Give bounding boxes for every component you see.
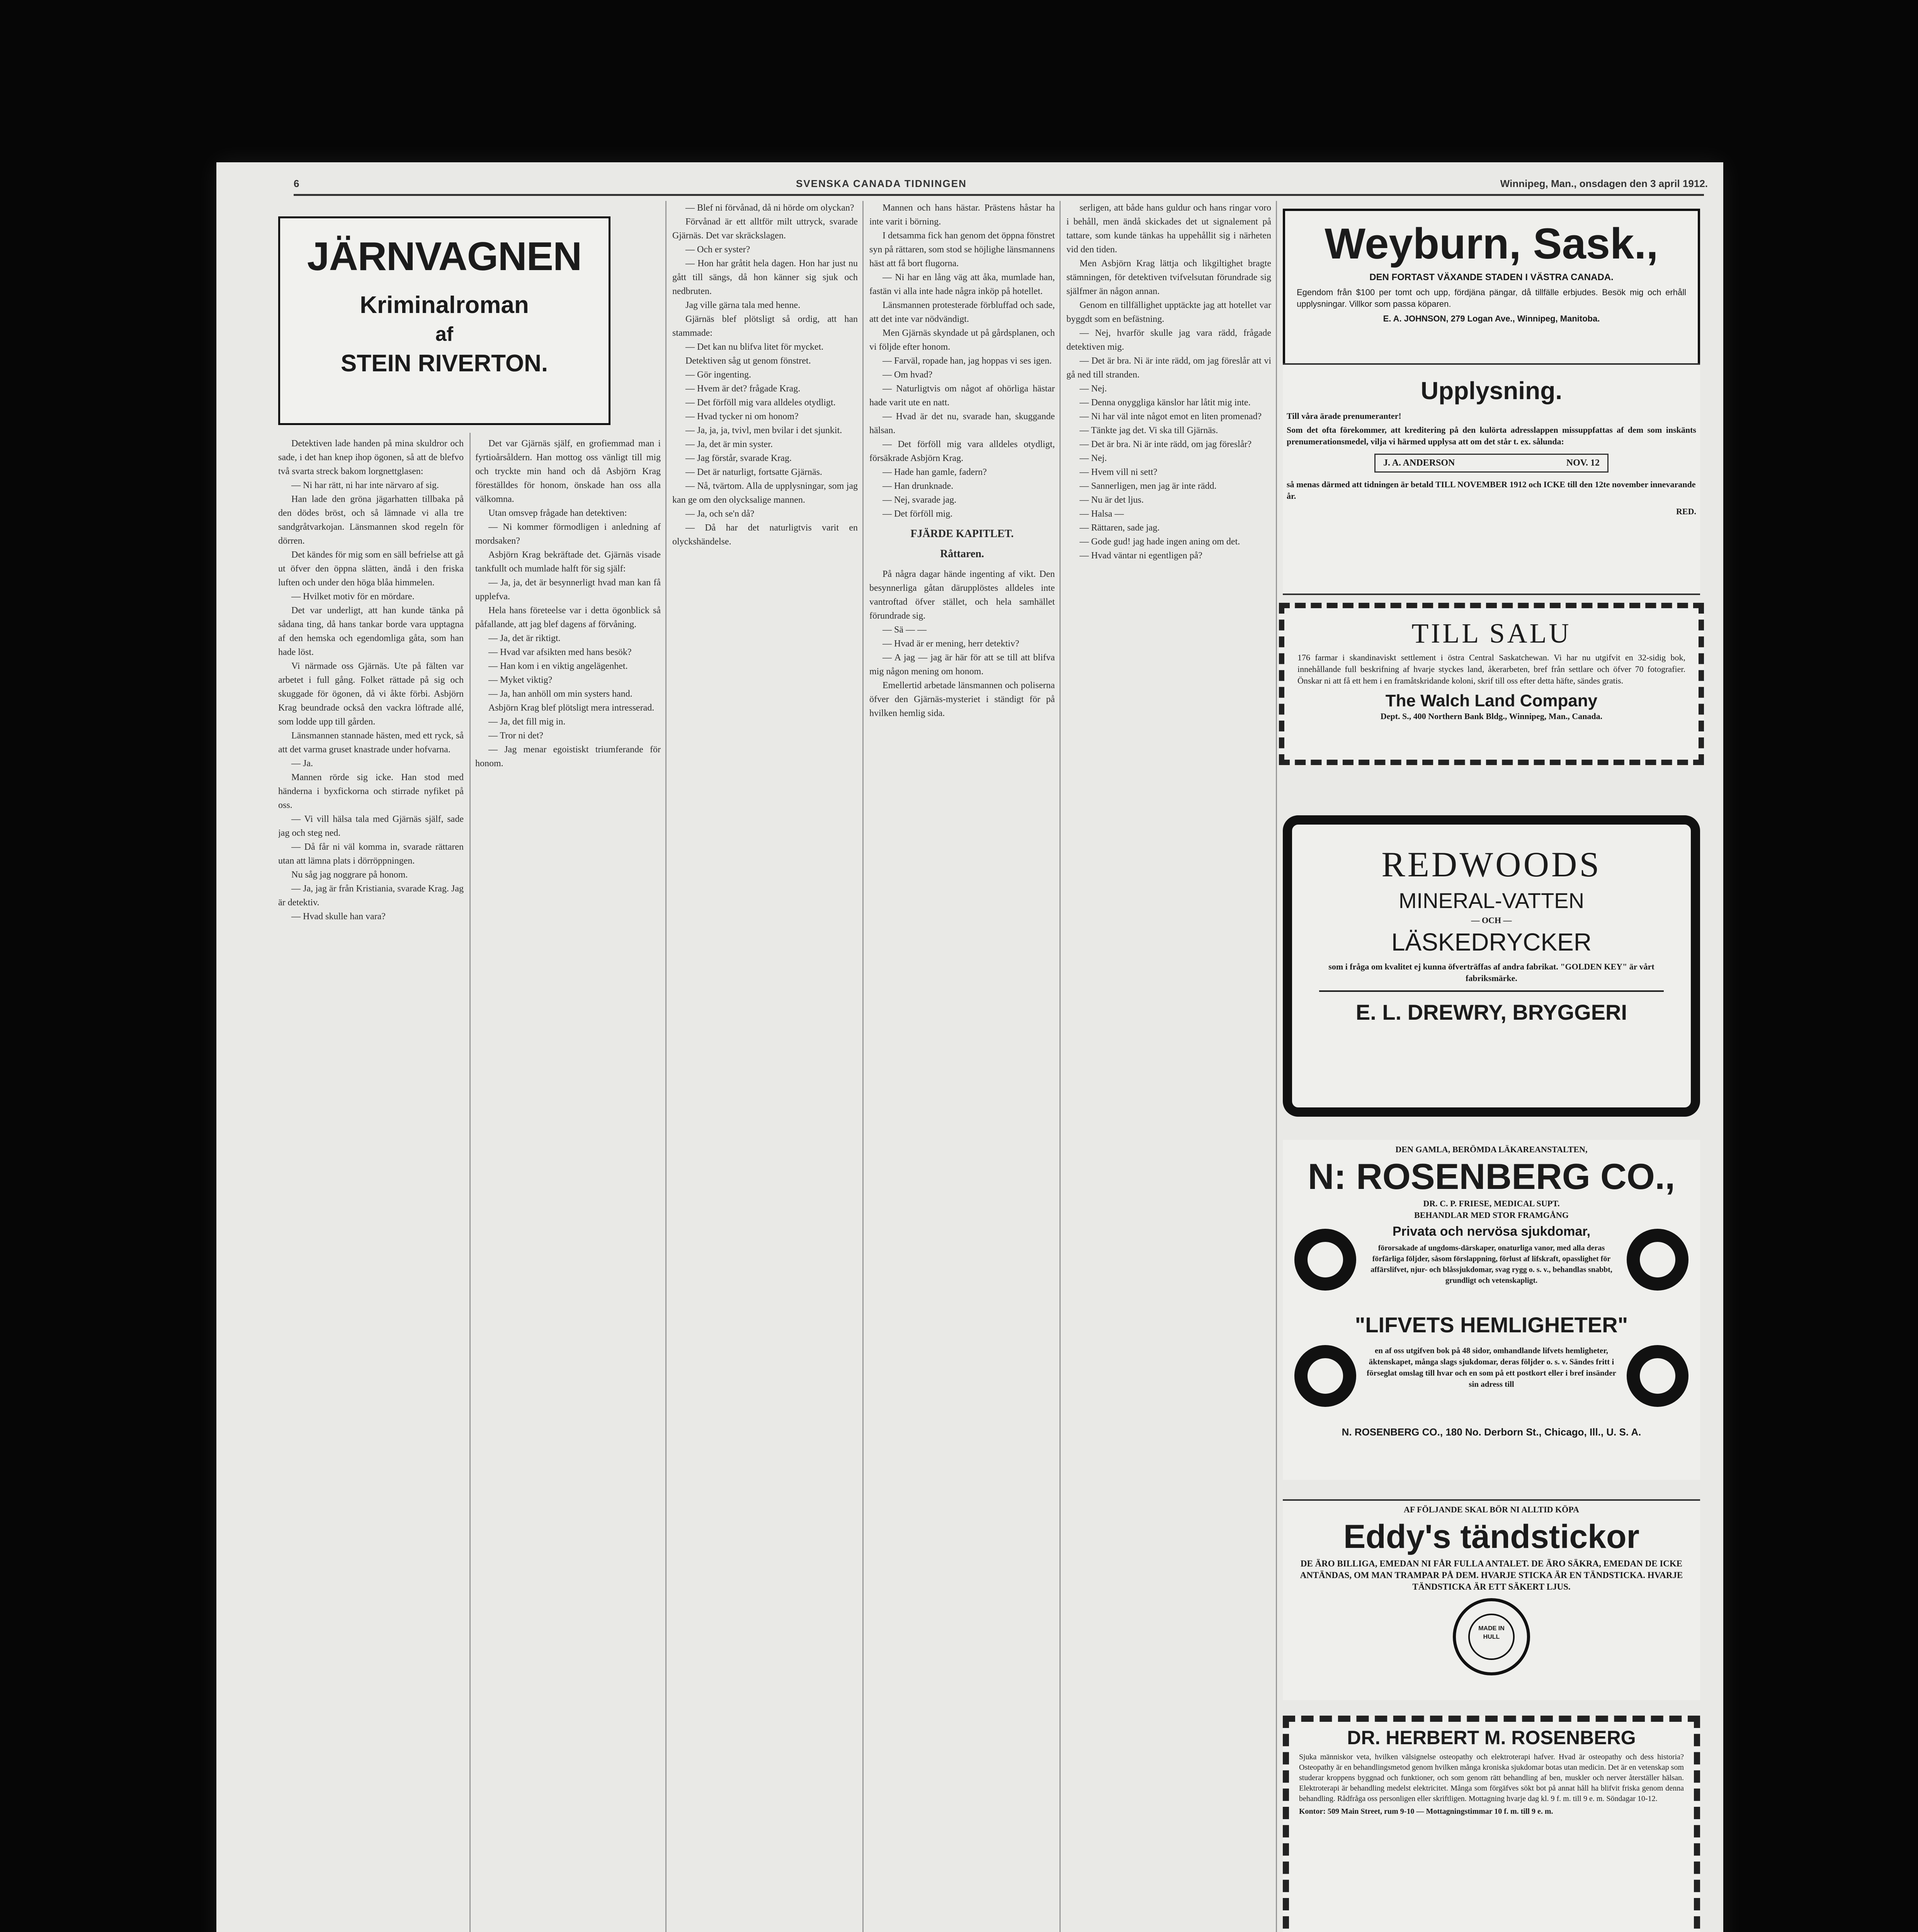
story-paragraph: — Han drunknade. (882, 481, 954, 491)
herbert-title: DR. HERBERT M. ROSENBERG (1347, 1727, 1636, 1748)
story-paragraph: — Ja, det är riktigt. (488, 633, 561, 643)
ring-graphic (1294, 1345, 1356, 1407)
story-paragraph: Men Asbjörn Krag lättja och likgiltighet bragte stämningen, för detektiven tvifvelsutan förundrade sig själfmer än någon annan. (1066, 259, 1271, 296)
story-paragraph: — Hvad var afsikten med hans besök? (488, 647, 632, 657)
story-paragraph: Det var underligt, att han kunde tänka på sådana ting, då hans tankar borde vara upptagna af den hemska och egendomliga gåta, som han hade löst. (278, 605, 464, 657)
sample-name: J. A. ANDERSON (1383, 458, 1455, 468)
rosenberg-topline: DEN GAMLA, BERÖMDA LÄKAREANSTALTEN, (1395, 1145, 1588, 1154)
header-rule (294, 194, 1704, 196)
ring-graphic (1627, 1345, 1688, 1407)
story-paragraph: — Hvilket motiv för en mördare. (291, 592, 415, 602)
upplysning-body: Som det ofta förekommer, att kreditering på den kulörta adresslappen missuppfattas af dem som inskänts prenumerationsmedel, vilja vi härmed upplysa att om det står t. ex. sålunda: (1287, 425, 1696, 446)
notice-upplysning (1283, 363, 1700, 595)
ring-graphic (1294, 1229, 1356, 1291)
story-paragraph: — Det kan nu blifva litet för mycket. (685, 342, 824, 352)
story-paragraph: Asbjörn Krag bekräftade det. Gjärnäs visade tankfullt och mumlade halft för sig själf: (475, 550, 661, 574)
story-paragraph: — Hon har gråtit hela dagen. Hon har just nu gått till sängs, då hon känner sig sjuk och nedbruten. (672, 259, 858, 296)
story-paragraph: — Hvad är er mening, herr detektiv? (882, 639, 1019, 649)
story-column-1 (278, 437, 464, 1932)
redwoods-title: REDWOODS (1381, 845, 1602, 884)
story-paragraph: — Det förföll mig. (882, 509, 953, 519)
story-paragraph: — Ja, ja, det är besynnerligt hvad man kan få upplefva. (475, 578, 661, 602)
story-paragraph: — Rättaren, sade jag. (1080, 523, 1160, 533)
story-paragraph: — Ja, jag är från Kristiania, svarade Krag. Jag är detektiv. (278, 884, 464, 908)
story-paragraph: — Ni har väl inte något emot en liten promenad? (1080, 412, 1262, 422)
ring-graphic (1627, 1229, 1688, 1291)
story-paragraph: — Då har det naturligtvis varit en olyckshändelse. (672, 523, 858, 547)
column-divider (1276, 201, 1277, 1932)
story-paragraph: — Hvem är det? frågade Krag. (685, 384, 801, 394)
ad-redwoods (1283, 815, 1700, 1117)
story-paragraph: — A jag — jag är här för att se till att blifva mig någon mening om honom. (869, 653, 1055, 677)
story-paragraph: — Halsa — (1080, 509, 1124, 519)
ad-eddys-matches (1283, 1499, 1700, 1700)
story-paragraph: — Ni kommer förmodligen i anledning af mordsaken? (475, 522, 661, 546)
story-paragraph: Utan omsvep frågade han detektiven: (488, 508, 627, 518)
story-paragraph: Asbjörn Krag blef plötsligt mera intresserad. (488, 703, 655, 713)
weyburn-tagline: DEN FORTAST VÄXANDE STADEN I VÄSTRA CANADA. (1369, 272, 1614, 282)
story-paragraph: — Sannerligen, men jag är inte rädd. (1080, 481, 1217, 491)
story-paragraph: — Tror ni det? (488, 731, 544, 741)
story-paragraph: Han lade den gröna jägarhatten tillbaka på den dödes bröst, och så lämnade vi alla tre sandgråtvarkojan. Länsmannen skod regeln för dörren. (278, 494, 464, 546)
story-paragraph: Gjärnäs blef plötsligt så ordig, att han stammade: (672, 314, 858, 338)
story-paragraph: — Hvad är det nu, svarade han, skuggande hälsan. (869, 412, 1055, 435)
rosenberg-name: N: ROSENBERG CO., (1308, 1156, 1675, 1197)
story-paragraph: — Det är bra. Ni är inte rädd, om jag föreslår att vi gå ned till stranden. (1066, 356, 1271, 380)
story-paragraph: Jag ville gärna tala med henne. (685, 300, 801, 310)
rosenberg-treats: BEHANDLAR MED STOR FRAMGÅNG (1414, 1210, 1569, 1220)
upplysning-signoff: RED. (1676, 507, 1696, 516)
story-paragraph: Emellertid arbetade länsmannen och poliserna öfver den Gjärnäs-mysteriet i ständigt för på hvilken hemlig sida. (869, 680, 1055, 718)
dateline: Winnipeg, Man., onsdagen den 3 april 1912. (1500, 178, 1708, 189)
paper-title: SVENSKA CANADA TIDNINGEN (796, 178, 967, 189)
story-column-2 (475, 437, 661, 1932)
story-paragraph: — Ni har en lång väg att åka, mumlade han, fastän vi alla inte hade några inköp på hotellet. (869, 272, 1055, 296)
page-number: 6 (294, 178, 300, 189)
upplysning-explanation: så menas därmed att tidningen är betald TILL NOVEMBER 1912 och ICKE till den 12te november innevarande år. (1287, 480, 1696, 501)
upplysning-title: Upplysning. (1420, 377, 1563, 405)
story-paragraph: — Nej. (1080, 453, 1107, 463)
eddy-body: DE ÄRO BILLIGA, EMEDAN NI FÅR FULLA ANTALET. DE ÄRO SÄKRA, EMEDAN DE ICKE ANTÄNDAS, OM MAN TRAMPAR PÅ DEM. HVARJE STICKA ÄR EN TÄNDSTICKA. HVARJE TÄNDSTICKA ÄR ETT SÄKERT LJUS. (1300, 1559, 1683, 1592)
story-paragraph: — Ja, och se'n då? (685, 509, 755, 519)
story-paragraph: — Farväl, ropade han, jag hoppas vi ses igen. (882, 356, 1052, 366)
story-paragraph: — Det är naturligt, fortsatte Gjärnäs. (685, 467, 822, 477)
story-column-4 (869, 201, 1055, 1932)
story-paragraph: — Jag förstår, svarade Krag. (685, 453, 792, 463)
story-paragraph: — Gör ingenting. (685, 370, 751, 380)
story-paragraph: — Ni har rätt, ni har inte närvaro af sig. (291, 480, 439, 490)
story-paragraph: — Om hvad? (882, 370, 933, 380)
column-divider (665, 201, 667, 1932)
story-paragraph: — Han kom i en viktig angelägenhet. (488, 661, 628, 671)
story-paragraph: — Ja, det är min syster. (685, 439, 773, 449)
story-paragraph: — Blef ni förvånad, då ni hörde om olyckan? (685, 203, 854, 213)
story-paragraph: — Hade han gamle, fadern? (882, 467, 987, 477)
story-paragraph: — Vi vill hälsa tala med Gjärnäs själf, sade jag och steg ned. (278, 814, 464, 838)
story-paragraph: Det kändes för mig som en säll befrielse att gå ut öfver den öppna slätten, ändå i den friska luften och under den höga blåa himmelen. (278, 550, 464, 588)
redwoods-mineral: MINERAL-VATTEN (1398, 888, 1585, 913)
story-paragraph: — Hvad väntar ni egentligen på? (1080, 551, 1202, 561)
story-paragraph: — Nå, tvärtom. Alla de upplysningar, som jag kan ge om den olycksalige mannen. (672, 481, 858, 505)
column-divider (469, 433, 471, 1932)
story-paragraph: — Nu är det ljus. (1080, 495, 1144, 505)
story-paragraph: Nu såg jag noggrare på honom. (291, 870, 408, 880)
till-salu-address: Dept. S., 400 Northern Bank Bldg., Winnipeg, Man., Canada. (1380, 711, 1603, 721)
story-by: af (435, 323, 454, 345)
story-paragraph: Men Gjärnäs skyndade ut på gårdsplanen, och vi följde efter honom. (869, 328, 1055, 352)
column-divider (1059, 201, 1061, 1932)
story-paragraph: Detektiven lade handen på mina skuldror och sade, i det han knep ihop ögonen, så att de blefvo två svarta streck bakom lorgnettglasen: (278, 439, 464, 476)
story-paragraph: I detsamma fick han genom det öppna fönstret syn på rättaren, som stod se höjlighe länsmannens häst att få bort flugorna. (869, 231, 1055, 269)
column-divider (862, 201, 864, 1932)
story-paragraph: Länsmannen stannade hästen, med ett ryck, så att det varma gruset knastrade under hofvarna. (278, 731, 464, 755)
redwoods-note: som i fråga om kvalitet ej kunna öfverträffas af andra fabrikat. "GOLDEN KEY" är vårt fabriksmärke. (1328, 962, 1654, 983)
story-paragraph: — Det är bra. Ni är inte rädd, om jag föreslår? (1080, 439, 1252, 449)
story-author: STEIN RIVERTON. (340, 350, 548, 377)
story-paragraph: — Ja, det fill mig in. (488, 717, 566, 727)
chapter-heading: FJÄRDE KAPITLET. (910, 528, 1014, 540)
story-paragraph: Mannen rörde sig icke. Han stod med händerna i byxfickorna och stirrade nyfiket på oss. (278, 772, 464, 810)
rosenberg-address: N. ROSENBERG CO., 180 No. Derborn St., Chicago, Ill., U. S. A. (1342, 1426, 1641, 1438)
story-paragraph: serligen, att både hans guldur och hans ringar voro i behåll, men ändå skickades det ut signalement på tattare, som kunde tänkas ha uppehållit sig i närheten vid den tiden. (1066, 203, 1271, 255)
story-paragraph: — Nej. (1080, 384, 1107, 394)
story-paragraph: Förvånad är ett alltför milt uttryck, svarade Gjärnäs. Det var skräckslagen. (672, 217, 858, 241)
story-paragraph: Hela hans företeelse var i detta ögonblick så påfallande, att jag blef dagens af förvåning. (475, 605, 661, 629)
redwoods-joiner: — OCH — (1471, 915, 1512, 925)
upplysning-greeting: Till våra ärade prenumeranter! (1287, 411, 1401, 421)
story-paragraph: — Och er syster? (685, 245, 750, 255)
weyburn-body: Egendom från $100 per tomt och upp, fördjäna pängar, då tillfälle erbjudes. Besök mig och erhåll upplysningar. Villkor som passa köparen. (1297, 287, 1686, 309)
story-paragraph: — Jag menar egoistiskt triumferande för honom. (475, 745, 661, 769)
story-paragraph: Detektiven såg ut genom fönstret. (685, 356, 811, 366)
story-column-5 (1066, 201, 1271, 1932)
eddy-seal (1453, 1598, 1530, 1675)
upplysning-label-sample (1374, 454, 1609, 473)
eddy-topline: AF FÖLJANDE SKAL BÖR NI ALLTID KÖPA (1404, 1505, 1579, 1514)
story-paragraph: — Hvad skulle han vara? (291, 912, 386, 922)
rosenberg-book-note: en af oss utgifven bok på 48 sidor, omhandlande lifvets hemligheter, äktenskapet, många slags sjukdomar, deras följder o. s. v. Sändes fritt i förseglat omslag till hvar och en som på ett postkort eller i bref insänder sin adress till (1367, 1346, 1616, 1389)
till-salu-body: 176 farmar i skandinaviskt settlement i östra Central Saskatchewan. Vi har nu utgifvit en 32-sidig bok, innehållande full beskrifning af hvarje styckes land, åkerarbeten, bref från settlare och öfver 70 fotografier. Önskar ni att få ett hem i en framåtskridande koloni, skrif till oss efter detta häfte, sändes gratis. (1297, 653, 1685, 685)
story-paragraph: Vi närmade oss Gjärnäs. Ute på fälten var arbetet i full gång. Folket rättade på sig och skuggade för ögonen, då vi åkte förbi. Asbjörn Krag beundrade också den vackra löftrade allé, som lodde upp till gården. (278, 661, 464, 727)
ad-dr-herbert-rosenberg (1283, 1716, 1700, 1932)
rosenberg-doctor: DR. C. P. FRIESE, MEDICAL SUPT. (1423, 1199, 1560, 1208)
ad-till-salu (1279, 603, 1704, 765)
story-paragraph: — Tänkte jag det. Vi ska till Gjärnäs. (1080, 425, 1218, 435)
chapter-title: Råttaren. (940, 548, 984, 560)
rosenberg-headline: Privata och nervösa sjukdomar, (1392, 1224, 1591, 1239)
story-title-box (278, 216, 610, 425)
till-salu-title: TILL SALU (1411, 618, 1571, 649)
herbert-footer: Kontor: 509 Main Street, rum 9-10 — Mottagningstimmar 10 f. m. till 9 e. m. (1299, 1807, 1553, 1816)
sample-date: NOV. 12 (1566, 458, 1600, 468)
story-paragraph: — Gode gud! jag hade ingen aning om det. (1080, 537, 1240, 547)
story-paragraph: — Hvem vill ni sett? (1080, 467, 1158, 477)
redwoods-brewery: E. L. DREWRY, BRYGGERI (1355, 1000, 1627, 1024)
story-paragraph: — Ja, ja, ja, tvivl, men bvilar i det sjunkit. (685, 425, 842, 435)
rosenberg-book-title: "LIFVETS HEMLIGHETER" (1355, 1313, 1628, 1337)
story-paragraph: På några dagar hände ingenting af vikt. Den besynnerliga gåtan därupplöstes alldeles inte vantroftad öfver stället, och hela samhället förundrade sig. (869, 569, 1055, 621)
story-paragraph: Mannen och hans hästar. Prästens håstar ha inte varit i börning. (869, 203, 1055, 227)
rosenberg-body: förorsakade af ungdoms-därskaper, onaturliga vanor, med alla deras förfärliga följder, såsom förslappning, förlust af lifskraft, opasslighet för affärslifvet, njur- och blåssjukdomar, svag rygg o. s. v., behandlas snabbt, grundligt och vetenskapligt. (1370, 1244, 1612, 1285)
herbert-body: Sjuka människor veta, hvilken välsignelse osteopathy och elektroterapi hafver. Hvad är osteopathy och dess historia? Osteopathy är en behandlingsmetod genom hvilken många kroniska sjukdomar botas utan medicin. Det är en vetenskap som studerar kroppens byggnad och funktioner, och som genom rätt behandling af ben, muskler och nerver återställer hälsan. Elektroterapi är behandling medelst elektricitet. Många som förgäfves sökt bot på annat håll ha blifvit friska genom denna behandling. Rådfråga oss personligen eller skriftligen. Mottagning hvarje dag kl. 9 f. m. till 9 e. m. Söndagar 10-12. (1299, 1753, 1684, 1803)
story-title: JÄRNVAGNEN (307, 234, 582, 279)
story-paragraph: — Då får ni väl komma in, svarade rättaren utan att lämna plats i dörröppningen. (278, 842, 464, 866)
story-genre: Kriminalroman (360, 292, 529, 318)
story-paragraph: — Sä — — (882, 625, 927, 635)
redwoods-lask: LÄSKEDRYCKER (1391, 928, 1592, 956)
story-column-3 (672, 201, 858, 1932)
story-paragraph: — Det förföll mig vara alldeles otydligt, försäkrade Asbjörn Krag. (869, 439, 1055, 463)
story-paragraph: — Nej, hvarför skulle jag vara rädd, frågade detektiven mig. (1066, 328, 1271, 352)
story-paragraph: — Ja, han anhöll om min systers hand. (488, 689, 633, 699)
story-paragraph: Länsmannen protesterade förbluffad och sade, att det inte var nödvändigt. (869, 300, 1055, 324)
ad-rosenberg-co (1283, 1140, 1700, 1480)
story-paragraph: Genom en tillfällighet upptäckte jag att hotellet var byggdt som en befästning. (1066, 300, 1271, 324)
page-header (294, 175, 1708, 196)
ad-weyburn (1283, 209, 1700, 375)
weyburn-title: Weyburn, Sask., (1325, 219, 1658, 268)
story-paragraph: — Naturligtvis om något af ohörliga hästar hade varit ute en natt. (869, 384, 1055, 408)
eddy-title: Eddy's tändstickor (1343, 1518, 1639, 1555)
story-paragraph: — Ja. (291, 759, 313, 769)
story-paragraph: — Nej, svarade jag. (882, 495, 957, 505)
story-paragraph: Det var Gjärnäs själf, en grofiemmad man i fyrtioårsåldern. Han mottog oss vänligt till mig och tryckte min hand och då Asbjörn Krag föreställdes för honom, önskade han oss alla välkomna. (475, 439, 661, 504)
story-paragraph: — Det förföll mig vara alldeles otydligt. (685, 398, 836, 408)
weyburn-contact: E. A. JOHNSON, 279 Logan Ave., Winnipeg, Manitoba. (1383, 314, 1600, 323)
story-paragraph: — Hvad tycker ni om honom? (685, 412, 799, 422)
seal-inner-text: MADE IN HULL (1478, 1625, 1505, 1640)
story-paragraph: — Myket viktig? (488, 675, 553, 685)
story-paragraph: — Denna onyggliga känslor har låtit mig inte. (1080, 398, 1251, 408)
till-salu-company: The Walch Land Company (1385, 691, 1598, 710)
